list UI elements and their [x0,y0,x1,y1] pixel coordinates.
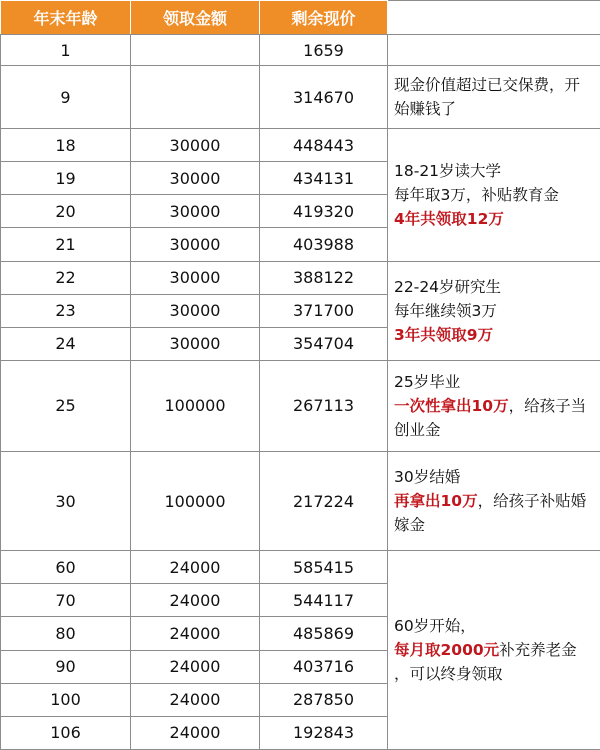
note-line: 现金价值超过已交保费，开 [394,76,581,95]
note-line: ，可以终身领取 [394,665,503,684]
cell-amount: 24000 [131,683,260,716]
cell-amount: 24000 [131,584,260,617]
cell-amount: 24000 [131,551,260,584]
cell-value: 585415 [260,551,388,584]
header-amount: 领取金额 [131,1,260,35]
cell-age: 23 [1,294,131,327]
table-row [1,551,600,584]
note-graduate [388,261,600,360]
note-highlight: 3年共领取9万 [394,325,494,344]
note-text: ，给孩子补贴婚 [477,492,587,511]
cell-age: 9 [1,66,131,129]
table-row [1,129,600,162]
cell-value: 314670 [260,66,388,129]
table-row [1,452,600,551]
note-text: 补充养老金 [499,641,577,660]
cell-age: 100 [1,683,131,716]
cell-age: 106 [1,716,131,749]
note-line [394,489,596,513]
cell-age: 80 [1,617,131,650]
cell-age: 25 [1,360,131,451]
cell-value: 403988 [260,228,388,261]
cell-age: 60 [1,551,131,584]
cell-value: 217224 [260,452,388,551]
cell-amount: 30000 [131,327,260,360]
cell-value: 267113 [260,360,388,451]
header-notes [388,1,600,35]
note-line: 25岁毕业 [394,372,461,391]
cell-value: 287850 [260,683,388,716]
cell-amount [131,35,260,66]
note-line: 始赚钱了 [394,100,457,119]
note-startup [388,360,600,451]
cell-amount: 30000 [131,228,260,261]
cell-amount: 30000 [131,195,260,228]
cell-age: 70 [1,584,131,617]
note-wedding [388,452,600,551]
note-pension [388,551,600,750]
cell-amount: 24000 [131,617,260,650]
note-line: 60岁开始， [394,617,476,636]
note-highlight: 4年共领取12万 [394,209,504,228]
note-text: ，给孩子当 [508,396,587,415]
note-line: 每年取3万，补贴教育金 [394,185,559,204]
cell-value: 419320 [260,195,388,228]
note-line: 创业金 [394,420,441,439]
cell-amount: 30000 [131,261,260,294]
note-profit [388,66,600,129]
note-line: 22-24岁研究生 [394,277,502,296]
cell-age: 24 [1,327,131,360]
cell-amount: 100000 [131,452,260,551]
cell-age: 20 [1,195,131,228]
note-line [394,638,596,662]
table-row [1,261,600,294]
note-line: 30岁结婚 [394,468,461,487]
cell-amount [131,66,260,129]
cell-value: 544117 [260,584,388,617]
cell-age: 90 [1,650,131,683]
cell-amount: 100000 [131,360,260,451]
note-line [394,394,596,418]
cell-value: 1659 [260,35,388,66]
cell-value: 192843 [260,716,388,749]
cell-age: 1 [1,35,131,66]
note-highlight: 每月取2000元 [394,641,500,660]
cell-note-empty [388,35,600,66]
table-row [1,360,600,451]
table-row [1,66,600,129]
table-row [1,35,600,66]
cell-amount: 30000 [131,294,260,327]
cell-amount: 30000 [131,129,260,162]
cell-age: 22 [1,261,131,294]
cell-value: 388122 [260,261,388,294]
cell-age: 19 [1,162,131,195]
note-university [388,129,600,261]
header-value: 剩余现价 [260,1,388,35]
cell-age: 30 [1,452,131,551]
cell-amount: 24000 [131,716,260,749]
cell-amount: 24000 [131,650,260,683]
note-line: 每年继续领3万 [394,301,497,320]
header-age: 年末年龄 [1,1,131,35]
cell-value: 354704 [260,327,388,360]
cell-value: 448443 [260,129,388,162]
cell-age: 18 [1,129,131,162]
cell-value: 403716 [260,650,388,683]
note-line: 嫁金 [394,516,426,535]
cell-amount: 30000 [131,162,260,195]
note-line: 18-21岁读大学 [394,161,502,180]
cell-age: 21 [1,228,131,261]
cell-value: 434131 [260,162,388,195]
note-highlight: 再拿出10万 [394,492,478,511]
cell-value: 371700 [260,294,388,327]
cell-value: 485869 [260,617,388,650]
note-highlight: 一次性拿出10万 [394,396,509,415]
header-row [1,1,600,35]
